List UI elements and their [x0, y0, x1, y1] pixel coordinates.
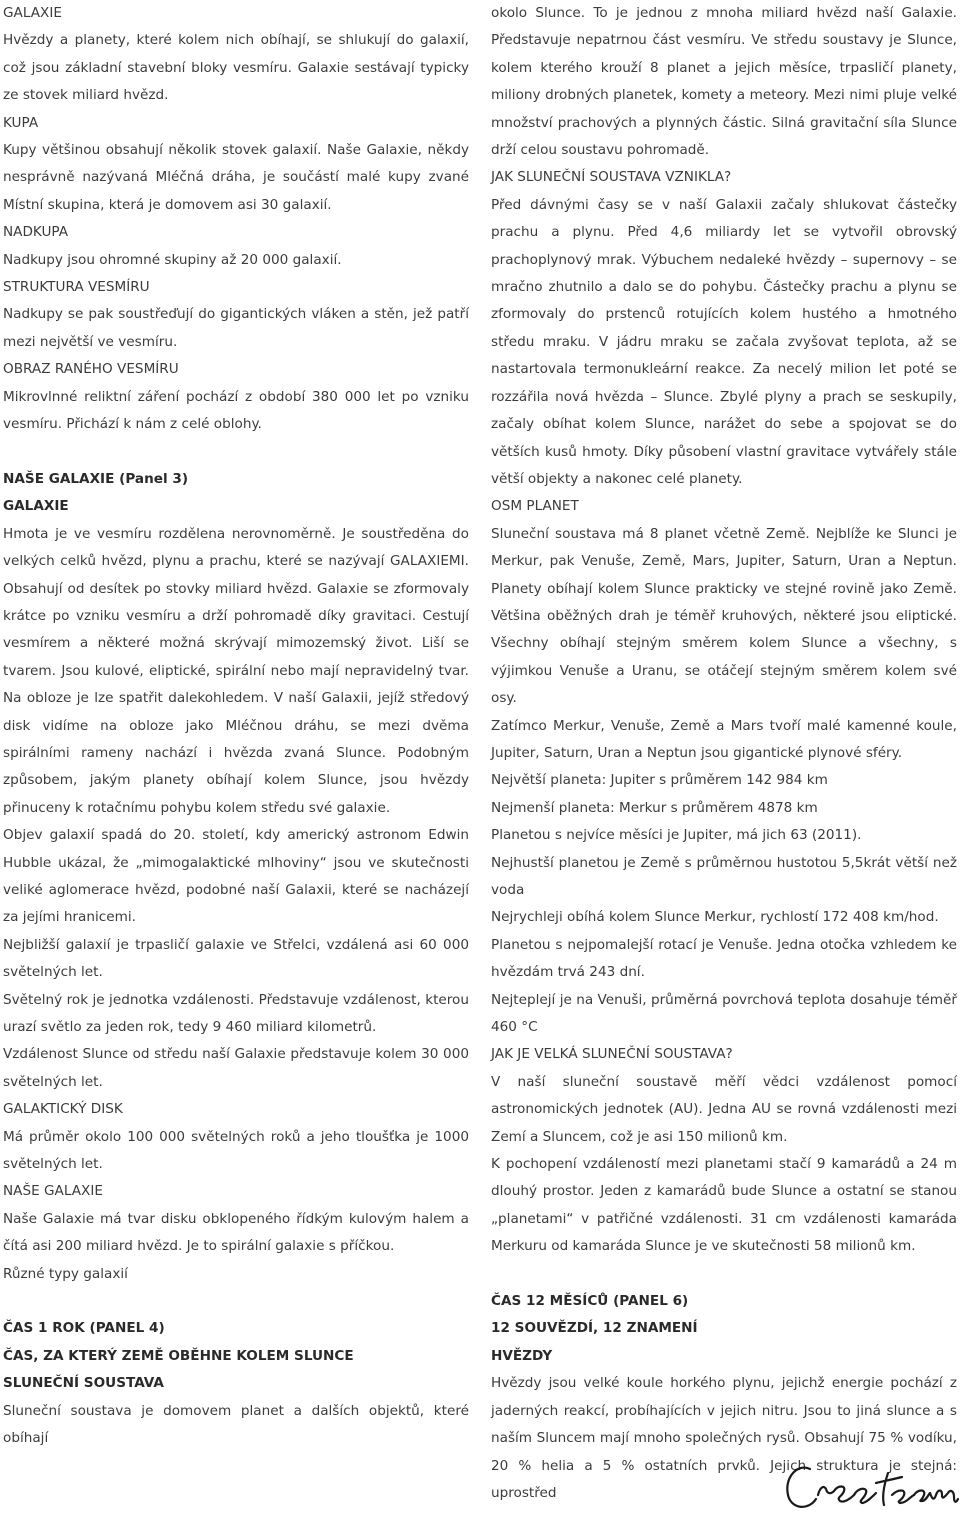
paragraph-vznik: Před dávnými časy se v naší Galaxii začaly shlukovat částečky prachu a plynu. Před 4,6 miliardy let se vytvořil obrovský prachoplynový mrak. Výbuchem nedaleké hvězdy – supernovy – se mračno zhutnilo a dalo se do pohybu. Částečky prachu a plynu se zformovaly do prstenců rotujících kolem hustého a hmotného středu mraku. V jádru mraku se začala zvyšovat teplota, až se nastartovala termonukleární reakce. Za necelý milion let poté se rozzářila nová hvězda – Slunce. Zbylé plyny a prach se seskupily, začaly obíhat kolem Slunce, narážet do sebe a spojovat se do větších kusů hmoty. Díky působení vlastní gravitace vytvářely stále větší objekty a nakonec celé planety. [491, 196, 957, 487]
fact-nejvetsi: Největší planeta: Jupiter s průměrem 142 984 km [491, 772, 828, 789]
paragraph-galaxie: Hvězdy a planety, které kolem nich obíhají, se shlukují do galaxií, což jsou základní stavební bloky vesmíru. Galaxie sestávají typicky ze stovek miliard hvězd. [3, 32, 469, 104]
fact-hustota: Nejhustší planetou je Země s průměrnou hustotou 5,5krát větší než voda [491, 854, 957, 898]
right-column [491, 0, 957, 1507]
paragraph-struktura: Nadkupy se pak soustřeďují do gigantických vláken a stěn, jež patří mezi největší ve vesmíru. [3, 306, 469, 350]
heading-velka: JAK JE VELKÁ SLUNEČNÍ SOUSTAVA? [491, 1046, 733, 1063]
createam-signature-logo [780, 1455, 960, 1516]
panel4-title: ČAS 1 ROK (PANEL 4) [3, 1320, 165, 1337]
heading-galaxie: GALAXIE [3, 5, 62, 21]
paragraph-svetelny-rok: Světelný rok je jednotka vzdálenosti. Představuje vzdálenost, kterou urazí světlo za jeden rok, tedy 9 460 miliard kilometrů. [3, 991, 469, 1036]
paragraph-obraz: Mikrovlnné reliktní záření pochází z období 380 000 let po vzniku vesmíru. Přichází k nám z celé oblohy. [3, 388, 469, 433]
panel6-title: ČAS 12 MĚSÍCŮ (PANEL 6) [491, 1293, 689, 1310]
paragraph-osm-2: Zatímco Merkur, Venuše, Země a Mars tvoří malé kamenné koule, Jupiter, Saturn, Uran a Neptun jsou gigantické plynové sféry. [491, 717, 957, 761]
fact-mesice: Planetou s nejvíce měsíci je Jupiter, má jich 63 (2011). [491, 827, 862, 844]
heading-nase-galaxie: NAŠE GALAXIE [3, 1183, 103, 1200]
paragraph-velka: V naší sluneční soustavě měří vědci vzdálenost pomocí astronomických jednotek (AU). Jedna AU se rovná vzdálenosti mezi Zemí a Sluncem, což je asi 150 milionů km. [491, 1073, 957, 1145]
panel3-subtitle: GALAXIE [3, 498, 69, 515]
paragraph-kamaradi: K pochopení vzdáleností mezi planetami stačí 9 kamarádů a 24 m dlouhý prostor. Jeden z kamarádů bude Slunce a ostatní se stanou „planetami“ v patřičné vzdálenosti. 31 cm vzdálenosti kamaráda Merkuru od kamaráda Slunce je ve skutečnosti 58 milionů km. [491, 1156, 957, 1255]
heading-osm-planet: OSM PLANET [491, 498, 579, 515]
paragraph-soustava-cont: okolo Slunce. To je jednou z mnoha miliard hvězd naší Galaxie. Představuje nepatrnou část vesmíru. Ve středu soustavy je Slunce, kolem kterého krouží 8 planet a jejich měsíce, trpasličí planety, miliony drobných planetek, komety a meteory. Mezi nimi pluje velké množství prachových a plynných částic. Silná gravitační síla Slunce drží celou soustavu pohromadě. [491, 5, 957, 159]
fact-nejmensi: Nejmenší planeta: Merkur s průměrem 4878 km [491, 799, 818, 816]
panel4-subtitle: ČAS, ZA KTERÝ ZEMĚ OBĚHNE KOLEM SLUNCE [3, 1347, 354, 1364]
heading-kupa: KUPA [3, 114, 39, 131]
paragraph-nase-galaxie: Naše Galaxie má tvar disku obklopeného řídkým kulovým halem a čítá asi 200 miliard hvězd. Je to spirální galaxie s příčkou. [3, 1210, 469, 1255]
paragraph-nadkupa: Nadkupy jsou ohromné skupiny až 20 000 galaxií. [3, 251, 342, 268]
paragraph-hmota: Hmota je ve vesmíru rozdělena nerovnoměrně. Je soustředěna do velkých celků hvězd, plynu a prachu, které se nazývají GALAXIEMI. Obsahují od desítek po stovky miliard hvězd. Galaxie se zformovaly krátce po vzniku vesmíru a drží pohromadě díky gravitaci. Cestují vesmírem a některé možná skrývají mimozemský život. Liší se tvarem. Jsou kulové, eliptické, spirální nebo mají nepravidelný tvar. Na obloze je lze spatřit dalekohledem. V naší Galaxii, jejíž středový disk vidíme na obloze jako Mléčnou dráhu, se mezi dvěma spirálními rameny nachází i hvězda zvaná Slunce. Podobným způsobem, jakým planety obíhají kolem Slunce, jsou hvězdy přinuceny k rotačnímu pohybu kolem středu své galaxie. [3, 525, 469, 816]
paragraph-typy-galaxii: Různé typy galaxií [3, 1265, 128, 1282]
heading-nadkupa: NADKUPA [3, 224, 69, 241]
spacer [3, 439, 469, 466]
heading-vznik: JAK SLUNEČNÍ SOUSTAVA VZNIKLA? [491, 169, 732, 186]
panel4-subtitle-2: SLUNEČNÍ SOUSTAVA [3, 1375, 164, 1392]
paragraph-osm-1: Sluneční soustava má 8 planet včetně Země. Nejblíže ke Slunci je Merkur, pak Venuše, Země, Mars, Jupiter, Saturn, Uran a Neptun. Planety obíhají kolem Slunce prakticky ve stejné rovině jako Země. Většina oběžných drah je téměř kruhových, některé jsou eliptické. Všechny obíhají stejným směrem kolem Slunce a všechny, s výjimkou Venuše a Uranu, se otáčejí stejným směrem kolem své osy. [491, 525, 957, 707]
heading-disk: GALAKTICKÝ DISK [3, 1101, 123, 1118]
fact-teplota: Nejteplejí je na Venuši, průměrná povrchová teplota dosahuje téměř 460 °C [491, 991, 957, 1036]
paragraph-vzdalenost: Vzdálenost Slunce od středu naší Galaxie představuje kolem 30 000 světelných let. [3, 1046, 469, 1090]
spacer [3, 1288, 469, 1315]
paragraph-kupa: Kupy většinou obsahují několik stovek galaxií. Naše Galaxie, někdy nesprávně nazývaná Mléčná dráha, je součástí malé kupy zvané Místní skupina, která je domovem asi 30 galaxií. [3, 142, 469, 213]
panel3-title: NAŠE GALAXIE (Panel 3) [3, 470, 189, 487]
paragraph-objev: Objev galaxií spadá do 20. století, kdy americký astronom Edwin Hubble ukázal, že „mimogalaktické mlhoviny“ jsou ve skutečnosti veliké aglomerace hvězd, podobné naší Galaxii, které se nacházejí za jejími hranicemi. [3, 827, 469, 926]
panel6-subtitle: 12 SOUVĚZDÍ, 12 ZNAMENÍ [491, 1320, 698, 1337]
spacer [491, 1261, 957, 1288]
fact-rotace: Planetou s nejpomalejší rotací je Venuše. Jedna otočka vzhledem ke hvězdám trvá 243 dní. [491, 936, 957, 981]
fact-rychlost: Nejrychleji obíhá kolem Slunce Merkur, rychlostí 172 408 km/hod. [491, 909, 939, 926]
paragraph-hvezdy: Hvězdy jsou velké koule horkého plynu, jejichž energie pochází z jaderných reakcí, probíhajících v jejich nitru. Jsou to jiná slunce a s naším Sluncem mají mnoho společných rysů. Obsahují 75 % vodíku, 20 % helia a 5 % ostatních prvků. Jejich struktura je stejná: uprostřed [491, 1375, 957, 1501]
panel6-subtitle-2: HVĚZDY [491, 1347, 553, 1364]
paragraph-soustava-start: Sluneční soustava je domovem planet a dalších objektů, které obíhají [3, 1402, 469, 1447]
paragraph-nejblizsi: Nejbližší galaxií je trpasličí galaxie ve Střelci, vzdálená asi 60 000 světelných let. [3, 936, 469, 981]
left-column [3, 0, 469, 1453]
heading-obraz: OBRAZ RANÉHO VESMÍRU [3, 361, 179, 378]
paragraph-disk: Má průměr okolo 100 000 světelných roků a jeho tloušťka je 1000 světelných let. [3, 1128, 469, 1173]
heading-struktura: STRUKTURA VESMÍRU [3, 279, 150, 296]
